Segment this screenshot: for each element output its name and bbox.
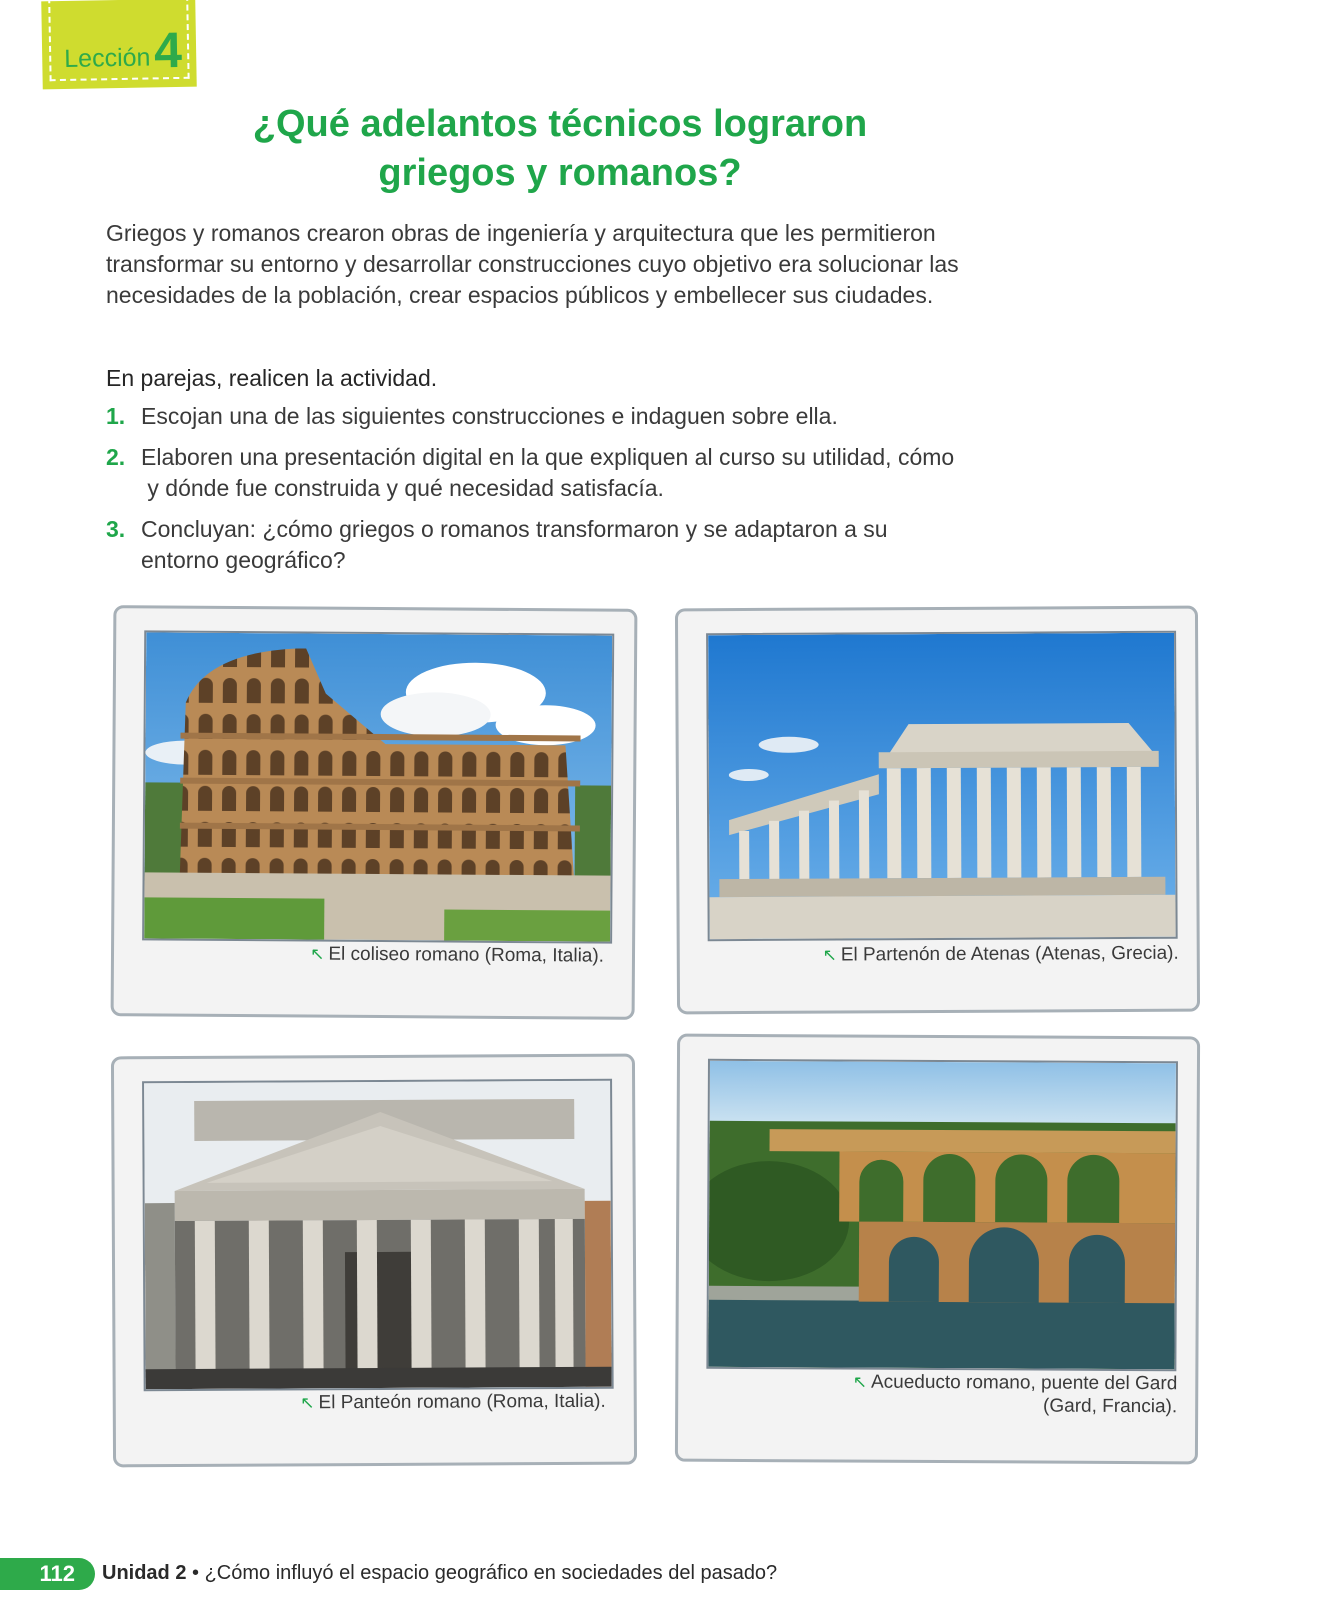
caption-text-line-2: (Gard, Francia). <box>1043 1395 1178 1418</box>
figure-caption <box>138 941 604 967</box>
intro-line-3: necesidades de la población, crear espacios públicos y embellecer sus ciudades. <box>106 282 934 308</box>
footer-running-head <box>102 1562 777 1585</box>
lesson-number: 4 <box>153 21 183 79</box>
page-number-badge <box>0 1558 95 1590</box>
step-text-line-2: entorno geográfico? <box>141 547 346 573</box>
step-number: 1. <box>106 403 126 429</box>
footer-question: ¿Cómo influyó el espacio geográfico en sociedades del pasado? <box>204 1562 778 1584</box>
aqueduct-photo <box>706 1059 1178 1371</box>
figure-caption <box>140 1390 606 1415</box>
arrow-up-left-icon: ↖ <box>822 945 837 965</box>
colosseum-photo <box>142 630 614 943</box>
step-text <box>141 442 1001 504</box>
step-number: 2. <box>106 444 126 470</box>
figure-card-aqueduct <box>675 1034 1200 1465</box>
title-line-2: griegos y romanos? <box>378 152 742 194</box>
activity-instruction: En parejas, realicen la actividad. <box>106 365 438 391</box>
step-number: 3. <box>106 516 126 542</box>
step-text <box>141 401 1001 432</box>
step-text <box>141 514 1001 576</box>
step-text-line-1: Escojan una de las siguientes construcciones e indaguen sobre ella. <box>141 403 838 429</box>
lesson-tab <box>41 0 197 89</box>
lesson-label: Lección <box>64 43 151 73</box>
figure-card-colosseum <box>111 605 638 1020</box>
title-line-1: ¿Qué adelantos técnicos lograron <box>252 103 868 145</box>
figure-card-pantheon <box>111 1054 637 1468</box>
caption-text: El Partenón de Atenas (Atenas, Grecia). <box>840 942 1179 966</box>
arrow-up-left-icon: ↖ <box>310 944 325 964</box>
arrow-up-left-icon: ↖ <box>300 1393 315 1413</box>
intro-line-2: transformar su entorno y desarrollar construcciones cuyo objetivo era solucionar las <box>106 251 959 277</box>
page-title <box>150 100 970 198</box>
footer-unit: Unidad 2 <box>102 1562 187 1584</box>
arrow-up-left-icon: ↖ <box>852 1372 868 1392</box>
pantheon-photo <box>142 1079 614 1391</box>
intro-paragraph <box>106 218 1006 311</box>
footer-bullet: • <box>192 1562 200 1584</box>
step-text-line-1: Elaboren una presentación digital en la que expliquen al curso su utilidad, cómo <box>141 444 955 470</box>
step-text-line-1: Concluyan: ¿cómo griegos o romanos transformaron y se adaptaron a su <box>141 516 888 542</box>
caption-text: Acueducto romano, puente del Gard <box>870 1371 1178 1395</box>
figure-card-parthenon <box>675 606 1200 1015</box>
caption-text: El Panteón romano (Roma, Italia). <box>318 1390 606 1414</box>
step-text-line-2: y dónde fue construida y qué necesidad satisfacía. <box>147 475 664 501</box>
figure-caption <box>713 942 1179 967</box>
caption-text: El coliseo romano (Roma, Italia). <box>328 943 605 967</box>
intro-line-1: Griegos y romanos crearon obras de ingeniería y arquitectura que les permitieron <box>106 220 936 246</box>
figure-caption <box>711 1370 1177 1418</box>
parthenon-photo <box>706 631 1178 941</box>
page-number: 112 <box>39 1561 75 1586</box>
